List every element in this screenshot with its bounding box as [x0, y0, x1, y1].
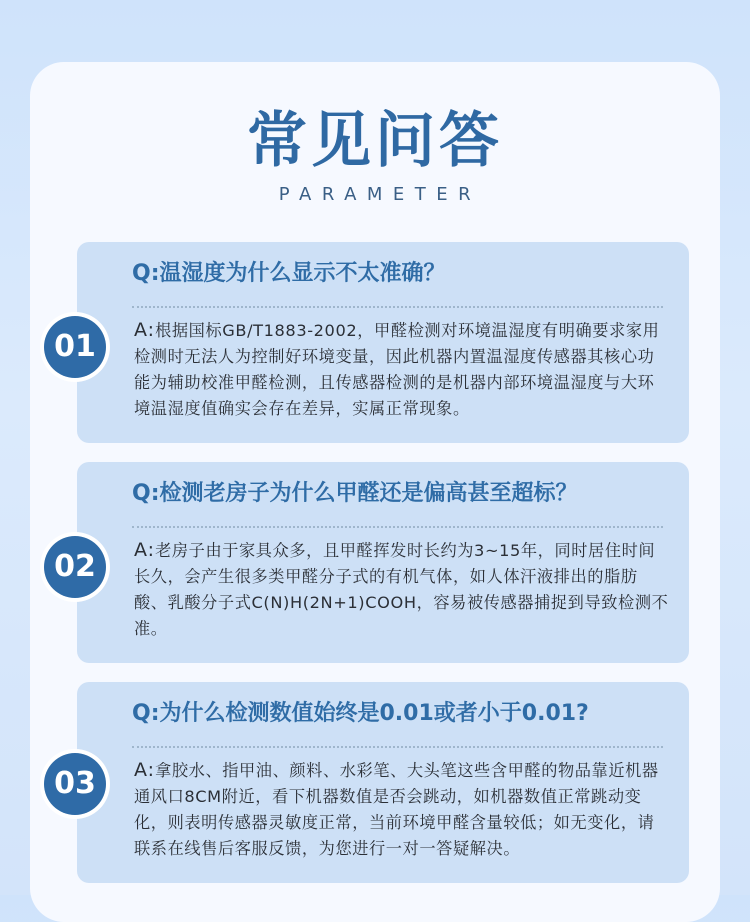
faq-answer	[134, 317, 669, 422]
answer-label: A:	[134, 759, 156, 781]
faq-question: Q:检测老房子为什么甲醛还是偏高甚至超标？	[132, 481, 578, 506]
answer-label: A:	[134, 319, 156, 341]
faq-number-badge: 02	[44, 536, 106, 598]
faq-question: Q:为什么检测数值始终是0.01或者小于0.01?	[132, 701, 589, 726]
faq-divider	[132, 526, 663, 528]
faq-item-2	[77, 462, 689, 663]
faq-answer	[134, 757, 669, 862]
faq-divider	[132, 306, 663, 308]
faq-item-1	[77, 242, 689, 443]
faq-question: Q:温湿度为什么显示不太准确？	[132, 261, 446, 286]
answer-text: 老房子由于家具众多，且甲醛挥发时长约为3~15年，同时居住时间长久，会产生很多类甲醛分子式的有机气体，如人体汗液排出的脂肪酸、乳酸分子式C(N)H(2N+1)COOH，容易被传感器捕捉到导致检测不准。	[134, 541, 669, 638]
faq-number-badge: 01	[44, 316, 106, 378]
faq-number-badge: 03	[44, 753, 106, 815]
answer-label: A:	[134, 539, 156, 561]
page-subtitle: PARAMETER	[278, 184, 482, 205]
answer-text: 根据国标GB/T1883-2002，甲醛检测对环境温湿度有明确要求家用检测时无法人为控制好环境变量，因此机器内置温湿度传感器其核心功能为辅助校准甲醛检测，且传感器检测的是机器内部环境温湿度与大环境温湿度值确实会存在差异，实属正常现象。	[134, 321, 660, 418]
faq-divider	[132, 746, 663, 748]
faq-answer	[134, 537, 669, 642]
answer-text: 拿胶水、指甲油、颜料、水彩笔、大头笔这些含甲醛的物品靠近机器通风口8CM附近，看下机器数值是否会跳动，如机器数值正常跳动变化，则表明传感器灵敏度正常，当前环境甲醛含量较低；如无变化，请联系在线售后客服反馈，为您进行一对一答疑解决。	[134, 761, 659, 858]
page-title: 常见问答	[247, 106, 503, 176]
faq-item-3	[77, 682, 689, 883]
